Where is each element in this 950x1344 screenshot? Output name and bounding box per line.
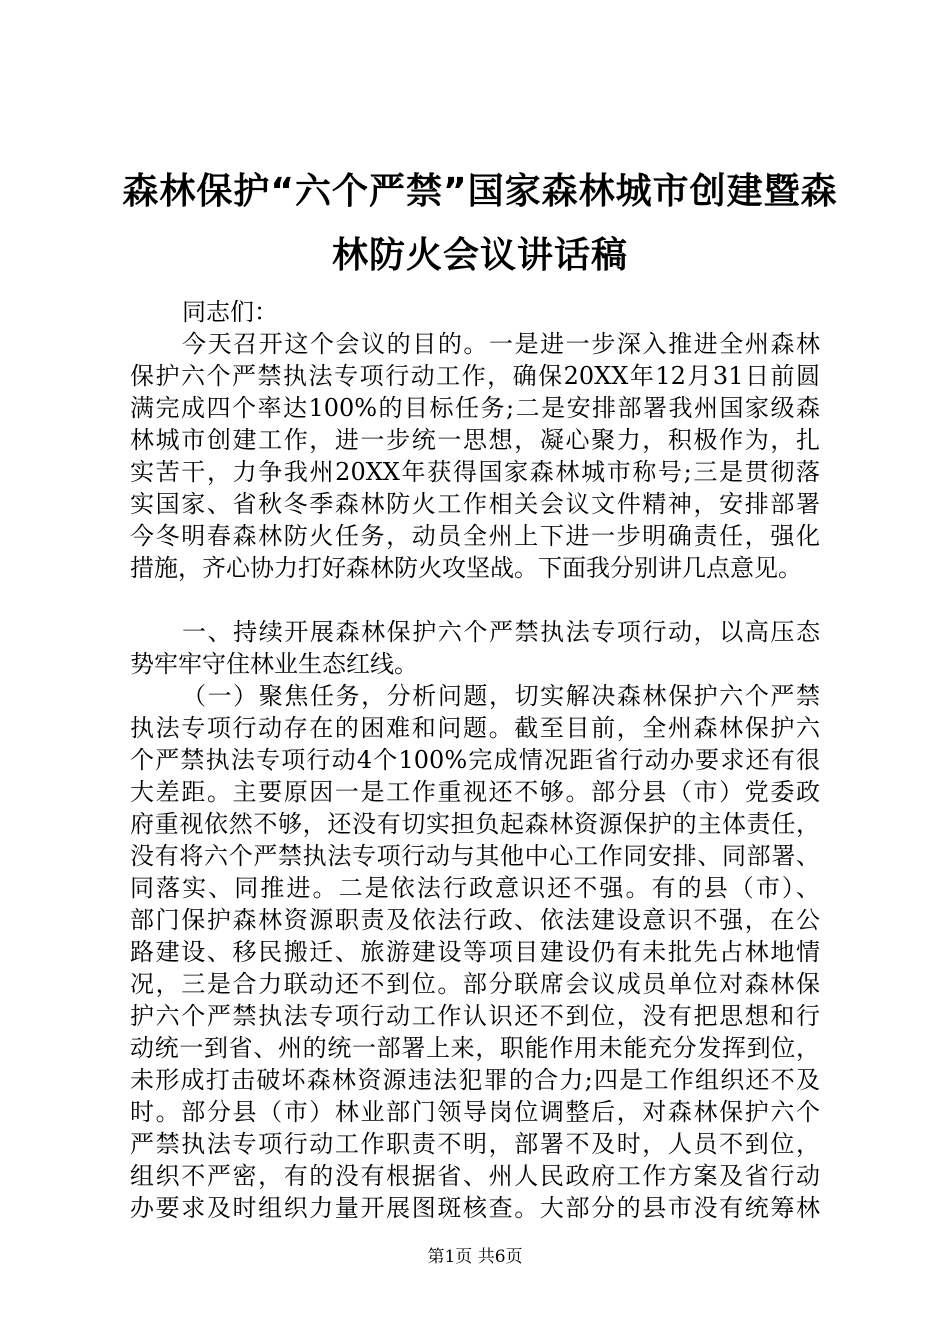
text-line: 况，三是合力联动还不到位。部分联席会议成员单位对森林保 (130, 970, 820, 998)
title-line: 森林保护“六个严禁”国家森林城市创建暨森 (122, 171, 838, 212)
paragraph-section-heading (130, 616, 820, 680)
text-line: 今天召开这个会议的目的。一是进一步深入推进全州森林 (182, 330, 820, 358)
text-line: 今冬明春森林防火任务，动员全州上下进一步明确责任，强化 (130, 522, 820, 550)
document-title (120, 160, 840, 288)
text-line: 满完成四个率达100%的目标任务;二是安排部署我州国家级森 (130, 394, 820, 422)
text-line: 动统一到省、州的统一部署上来，职能作用未能充分发挥到位， (130, 1034, 820, 1062)
text-line: 组织不严密，有的没有根据省、州人民政府工作方案及省行动 (130, 1162, 820, 1190)
text-line: 一、持续开展森林保护六个严禁执法专项行动，以高压态 (182, 618, 820, 646)
text-line: 护六个严禁执法专项行动工作认识还不到位，没有把思想和行 (130, 1002, 820, 1030)
salutation (130, 296, 820, 328)
text-line: 个严禁执法专项行动4个100%完成情况距省行动办要求还有很 (130, 746, 820, 774)
text-line: 实国家、省秋冬季森林防火工作相关会议文件精神，安排部署 (130, 490, 820, 518)
text-line: 执法专项行动存在的困难和问题。截至目前，全州森林保护六 (130, 714, 820, 742)
text-line: 林城市创建工作，进一步统一思想，凝心聚力，积极作为，扎 (130, 426, 820, 454)
title-line: 林防火会议讲话稿 (331, 235, 628, 276)
text-line: 没有将六个严禁执法专项行动与其他中心工作同安排、同部署、 (130, 842, 820, 870)
text-line: 大差距。主要原因一是工作重视还不够。部分县（市）党委政 (130, 778, 820, 806)
text-line: 路建设、移民搬迁、旅游建设等项目建设仍有未批先占林地情 (130, 938, 820, 966)
paragraph-purpose (130, 328, 820, 584)
paragraph-subsection (130, 680, 820, 1224)
document-body (130, 296, 820, 1224)
text-line: 同落实、同推进。二是依法行政意识还不强。有的县（市）、 (130, 874, 820, 902)
text-line: 严禁执法专项行动工作职责不明，部署不及时，人员不到位， (130, 1130, 820, 1158)
text-line: 措施，齐心协力打好森林防火攻坚战。下面我分别讲几点意见。 (130, 554, 802, 582)
page-footer: 第1页 共6页 (427, 1247, 523, 1267)
text-line: （一）聚焦任务，分析问题，切实解决森林保护六个严禁 (182, 682, 820, 710)
text-line: 势牢牢守住林业生态红线。 (130, 650, 418, 678)
salutation-text: 同志们： (182, 298, 278, 326)
text-line: 保护六个严禁执法专项行动工作，确保20XX年12月31日前圆 (130, 362, 820, 390)
text-line: 府重视依然不够，还没有切实担负起森林资源保护的主体责任， (130, 810, 820, 838)
text-line: 部门保护森林资源职责及依法行政、依法建设意识不强，在公 (130, 906, 820, 934)
text-line: 时。部分县（市）林业部门领导岗位调整后，对森林保护六个 (130, 1098, 820, 1126)
text-line: 实苦干，力争我州20XX年获得国家森林城市称号;三是贯彻落 (130, 458, 820, 486)
text-line: 办要求及时组织力量开展图斑核查。大部分的县市没有统筹林 (130, 1194, 820, 1222)
text-line: 未形成打击破坏森林资源违法犯罪的合力;四是工作组织还不及 (130, 1066, 820, 1094)
